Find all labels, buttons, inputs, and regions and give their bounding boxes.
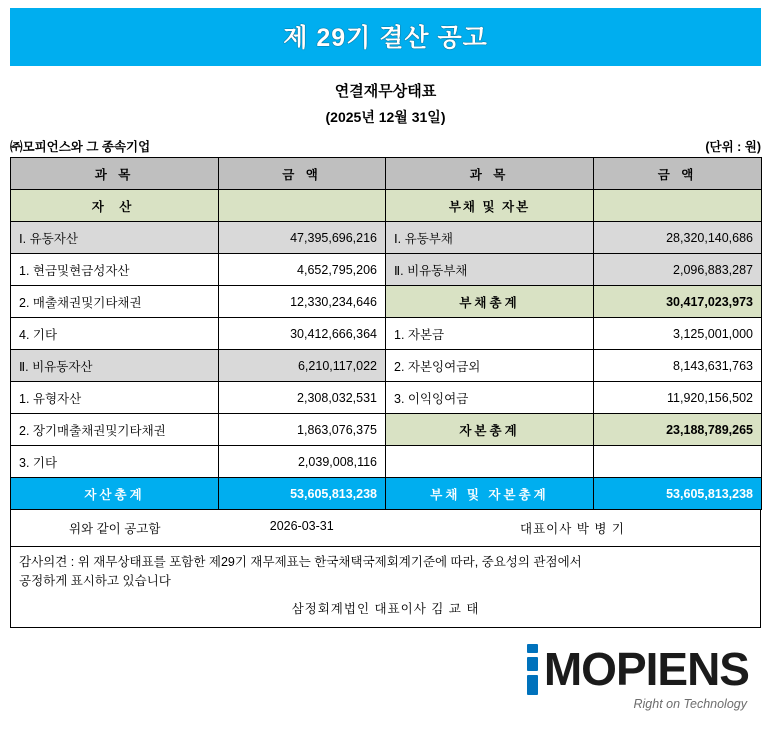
row-label: 2. 자본잉여금외: [386, 350, 594, 382]
row-value: 28,320,140,686: [594, 222, 762, 254]
row-value: 1,863,076,375: [219, 414, 386, 446]
table-row: [11, 286, 762, 318]
audit-line-1: 감사의견 : 위 재무상태표를 포함한 제29기 재무제표는 한국채택국제회계기준에 따라, 중요성의 관점에서: [19, 555, 582, 569]
row-value: 8,143,631,763: [594, 350, 762, 382]
notice-text: 위와 같이 공고함: [68, 522, 161, 536]
total-assets-label: 자산총계: [11, 478, 219, 510]
section-liabilities-amount-blank: [594, 190, 762, 222]
row-value: 2,096,883,287: [594, 254, 762, 286]
row-label: 2. 장기매출채권및기타채권: [11, 414, 219, 446]
row-label: Ⅱ. 비유동부채: [386, 254, 594, 286]
row-value: [594, 446, 762, 478]
table-row: [11, 254, 762, 286]
company-name: ㈜모피언스와 그 종속기업: [10, 140, 151, 154]
row-label: Ⅱ. 비유동자산: [11, 350, 219, 382]
row-value: 6,210,117,022: [219, 350, 386, 382]
logo-main: [527, 644, 749, 695]
total-liabilities-equity-value: 53,605,813,238: [594, 478, 762, 510]
logo-bars-icon: [527, 644, 538, 695]
document-title: 제 29기 결산 공고: [10, 8, 761, 66]
total-liabilities-equity-label: 부채 및 자본총계: [386, 478, 594, 510]
column-header-right-amount: 금 액: [594, 158, 762, 190]
audit-firm: 삼정회계법인 대표이사 김 교 태: [291, 601, 480, 616]
total-assets-value: 53,605,813,238: [219, 478, 386, 510]
meta-row: [10, 137, 761, 157]
row-label: Ⅰ. 유동자산: [11, 222, 219, 254]
row-label: Ⅰ. 유동부채: [386, 222, 594, 254]
row-label: 1. 현금및현금성자산: [11, 254, 219, 286]
column-header-left-amount: 금 액: [219, 158, 386, 190]
notice-date: 2026-03-31: [269, 519, 334, 533]
unit-label: (단위 : 원): [705, 140, 761, 154]
row-value: 2,039,008,116: [219, 446, 386, 478]
table-row: [11, 318, 762, 350]
row-value: 4,652,795,206: [219, 254, 386, 286]
notice-row: [10, 510, 761, 547]
row-label: 1. 자본금: [386, 318, 594, 350]
row-value: 47,395,696,216: [219, 222, 386, 254]
logo-tagline: Right on Technology: [633, 697, 747, 711]
row-label: 3. 이익잉여금: [386, 382, 594, 414]
section-assets: 자 산: [11, 190, 219, 222]
row-value: 30,417,023,973: [594, 286, 762, 318]
financial-statement-table: [10, 157, 762, 510]
row-label: 부채총계: [386, 286, 594, 318]
statement-date: (2025년 12월 31일): [325, 109, 446, 125]
table-row: [11, 446, 762, 478]
row-label: 자본총계: [386, 414, 594, 446]
section-header-row: [11, 190, 762, 222]
column-header-left-account: 과 목: [11, 158, 219, 190]
row-label: 4. 기타: [11, 318, 219, 350]
row-value: 23,188,789,265: [594, 414, 762, 446]
company-logo: [527, 644, 749, 711]
row-label: 3. 기타: [11, 446, 219, 478]
row-value: 11,920,156,502: [594, 382, 762, 414]
table-row: [11, 350, 762, 382]
table-row: [11, 382, 762, 414]
logo-text: MOPIENS: [543, 642, 749, 695]
row-value: 3,125,001,000: [594, 318, 762, 350]
audit-line-2: 공정하게 표시하고 있습니다: [19, 574, 171, 589]
section-liabilities-equity: 부채 및 자본: [386, 190, 594, 222]
audit-opinion: [10, 547, 761, 628]
row-label: [386, 446, 594, 478]
row-label: 2. 매출채권및기타채권: [11, 286, 219, 318]
notice-signer: 대표이사 박 병 기: [520, 522, 625, 536]
table-row: [11, 414, 762, 446]
section-assets-amount-blank: [219, 190, 386, 222]
row-value: 2,308,032,531: [219, 382, 386, 414]
row-value: 30,412,666,364: [219, 318, 386, 350]
table-header-row: [11, 158, 762, 190]
column-header-right-account: 과 목: [386, 158, 594, 190]
table-total-row: [11, 478, 762, 510]
row-label: 1. 유형자산: [11, 382, 219, 414]
statement-title: 연결재무상태표: [334, 83, 437, 100]
row-value: 12,330,234,646: [219, 286, 386, 318]
table-row: [11, 222, 762, 254]
